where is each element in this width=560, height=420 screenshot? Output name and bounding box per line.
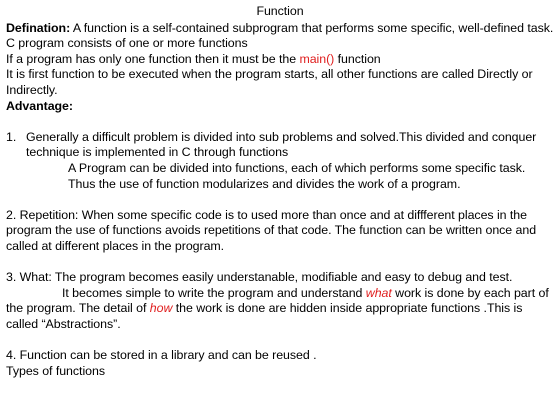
one-function-text-end: function	[334, 51, 381, 66]
types-of-functions-heading: Types of functions	[6, 363, 105, 378]
advantage-point-1	[6, 130, 554, 161]
definition-label: Defination:	[6, 20, 71, 35]
advantage-point-4: 4. Function can be stored in a library and can be reused .	[6, 348, 317, 363]
main-keyword: main()	[299, 51, 335, 66]
definition-paragraph	[6, 21, 554, 37]
spacer	[6, 192, 554, 208]
c-program-line: C program consists of one or more functions	[6, 36, 248, 51]
advantage-heading: Advantage:	[6, 98, 73, 113]
point-3-detail-middle: work is done by each part of the program. The detail of	[6, 285, 549, 316]
spacer	[6, 255, 554, 271]
what-emphasis: what	[365, 285, 392, 300]
spacer	[6, 114, 554, 130]
point-3-detail	[6, 286, 554, 333]
how-emphasis: how	[149, 301, 173, 316]
advantage-point-3: 3. What: The program becomes easily understanable, modifiable and easy to debug and test.	[6, 270, 513, 285]
advantage-point-2: 2. Repetition: When some specific code is to used more than once and at diffferent places in the program the use of functions avoids repetitions of that code. The function can be written once and called at different places in the program.	[6, 207, 537, 253]
spacer	[6, 332, 554, 348]
point-3-detail-end: the work is done are hidden inside appropriate functions .This is called “Abstractions”.	[6, 301, 523, 331]
point-1-text: Generally a difficult problem is divided into sub problems and solved.This divided and conquer technique is implemented in C through functions	[26, 129, 537, 160]
one-function-text-start: If a program has only one function then it must be the	[6, 51, 300, 66]
first-function-line: It is first function to be executed when the program starts, all other functions are called Directly or Indirectly.	[6, 67, 533, 97]
point-1-number: 1.	[6, 129, 17, 144]
point-3-detail-start: It becomes simple to write the program and understand	[62, 285, 366, 300]
one-function-line	[6, 52, 554, 68]
definition-text: A function is a self-contained subprogram that performs some specific, well-defined task.	[70, 20, 554, 35]
point-1-subline-1: A Program can be divided into functions, each of which performs some specific task.	[68, 160, 526, 175]
point-1-subline-2: Thus the use of function modularizes and divides the work of a program.	[68, 176, 461, 191]
page-title: Function	[256, 4, 304, 18]
